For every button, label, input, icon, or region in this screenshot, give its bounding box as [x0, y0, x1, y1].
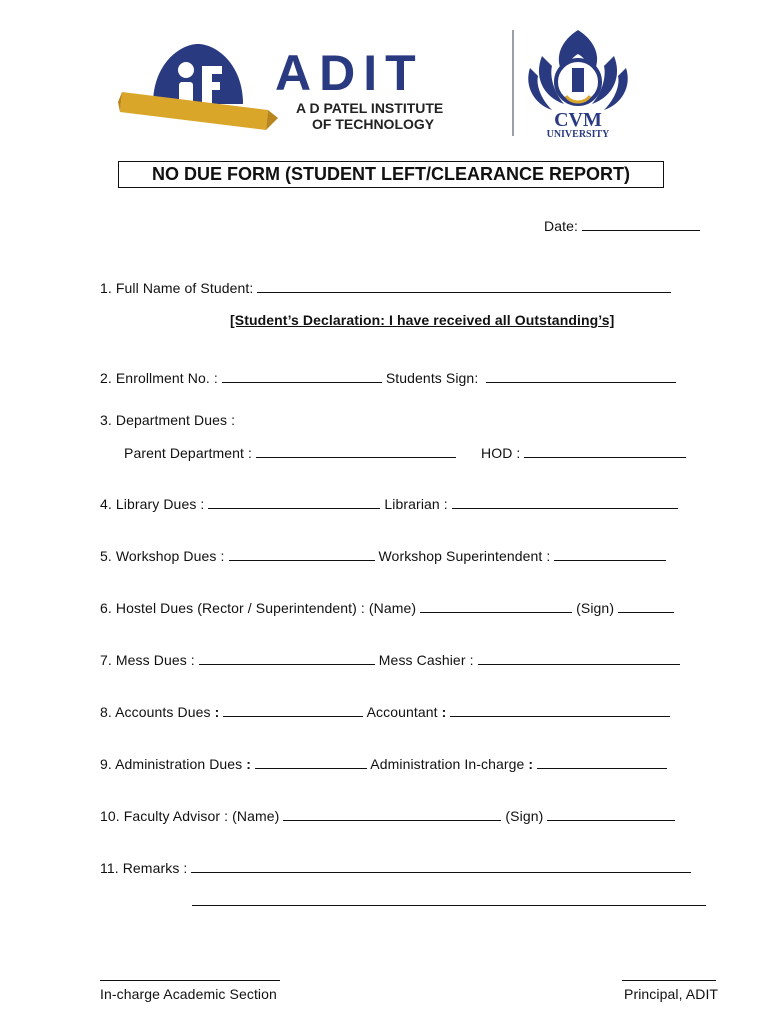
administration-dues-blank[interactable] — [255, 756, 367, 769]
cvm-logo-text: CVM — [554, 109, 602, 131]
administration-incharge-colon: : — [528, 756, 534, 772]
administration-incharge-label: Administration In-charge — [370, 756, 525, 772]
administration-dues-colon: : — [246, 756, 252, 772]
librarian-blank[interactable] — [452, 496, 678, 509]
mess-dues-blank[interactable] — [199, 652, 375, 665]
hostel-dues-label: 6. Hostel Dues (Rector / Superintendent) : (Name) — [100, 600, 417, 616]
adit-emblem-logo — [118, 36, 278, 140]
remarks-field[interactable] — [100, 860, 691, 876]
hostel-dues-field[interactable] — [100, 600, 674, 616]
administration-dues-label: Administration Dues — [115, 756, 243, 772]
hod-blank[interactable] — [524, 445, 686, 458]
parent-department-blank[interactable] — [256, 445, 456, 458]
parent-department-field[interactable] — [124, 445, 456, 461]
date-label: Date: — [544, 218, 578, 234]
mess-dues-number: 7. — [100, 652, 112, 668]
enrollment-field[interactable] — [100, 370, 676, 386]
hod-field[interactable] — [481, 445, 686, 461]
mess-dues-field[interactable] — [100, 652, 680, 668]
academic-section-sign-line[interactable] — [100, 980, 280, 981]
faculty-advisor-sign-label: (Sign) — [505, 808, 544, 824]
adit-logo-word: ADIT — [275, 45, 424, 101]
administration-dues-field[interactable] — [100, 756, 667, 772]
accountant-blank[interactable] — [450, 704, 670, 717]
workshop-dues-field[interactable] — [100, 548, 666, 564]
administration-dues-number: 9. — [100, 756, 112, 772]
principal-sign-line[interactable] — [622, 980, 716, 981]
workshop-superintendent-blank[interactable] — [554, 548, 666, 561]
enrollment-blank[interactable] — [222, 370, 382, 383]
adit-logo-subtitle-1: A D PATEL INSTITUTE — [296, 100, 444, 116]
hostel-name-blank[interactable] — [420, 600, 572, 613]
remarks-blank-1[interactable] — [191, 860, 691, 873]
faculty-advisor-label: 10. Faculty Advisor : (Name) — [100, 808, 280, 824]
accountant-colon: : — [441, 704, 447, 720]
full-name-blank[interactable] — [257, 280, 671, 293]
date-blank[interactable] — [582, 218, 700, 231]
library-dues-label: 4. Library Dues : — [100, 496, 205, 512]
student-declaration: [Student’s Declaration: I have received all Outstanding’s] — [230, 312, 615, 328]
academic-section-sign-label: In-charge Academic Section — [100, 986, 277, 1002]
mess-cashier-label: Mess Cashier : — [378, 652, 474, 668]
accounts-dues-label: Accounts Dues — [115, 704, 211, 720]
remarks-label: 11. Remarks : — [100, 860, 188, 876]
student-sign-blank[interactable] — [486, 370, 676, 383]
adit-logo-subtitle-2: OF TECHNOLOGY — [312, 116, 435, 132]
hostel-sign-label: (Sign) — [576, 600, 615, 616]
form-title: NO DUE FORM (STUDENT LEFT/CLEARANCE REPORT) — [118, 161, 664, 188]
remarks-blank-2[interactable] — [192, 905, 706, 906]
library-dues-field[interactable] — [100, 496, 678, 512]
library-dues-blank[interactable] — [208, 496, 380, 509]
accountant-label: Accountant — [366, 704, 438, 720]
cvm-university-logo — [522, 26, 634, 140]
administration-incharge-blank[interactable] — [537, 756, 667, 769]
cvm-logo-subtext: UNIVERSITY — [546, 129, 610, 140]
student-sign-label: Students Sign: — [385, 370, 479, 386]
date-field[interactable] — [544, 218, 700, 234]
workshop-superintendent-label: Workshop Superintendent : — [378, 548, 551, 564]
parent-department-label: Parent Department : — [124, 445, 252, 461]
accounts-dues-field[interactable] — [100, 704, 670, 720]
librarian-label: Librarian : — [384, 496, 448, 512]
faculty-advisor-name-blank[interactable] — [283, 808, 501, 821]
full-name-label: 1. Full Name of Student: — [100, 280, 254, 296]
full-name-field[interactable] — [100, 280, 671, 296]
faculty-advisor-field[interactable] — [100, 808, 675, 824]
enrollment-label: 2. Enrollment No. : — [100, 370, 218, 386]
accounts-dues-blank[interactable] — [223, 704, 363, 717]
department-dues-label: 3. Department Dues : — [100, 412, 236, 428]
accounts-dues-colon: : — [214, 704, 220, 720]
accounts-dues-number: 8. — [100, 704, 112, 720]
hod-label: HOD : — [481, 445, 521, 461]
principal-sign-label: Principal, ADIT — [624, 986, 719, 1002]
mess-cashier-blank[interactable] — [478, 652, 680, 665]
hostel-sign-blank[interactable] — [618, 600, 674, 613]
workshop-dues-label: 5. Workshop Dues : — [100, 548, 225, 564]
mess-dues-label: Mess Dues : — [115, 652, 195, 668]
faculty-advisor-sign-blank[interactable] — [547, 808, 675, 821]
workshop-dues-blank[interactable] — [229, 548, 375, 561]
logo-divider — [512, 30, 514, 136]
